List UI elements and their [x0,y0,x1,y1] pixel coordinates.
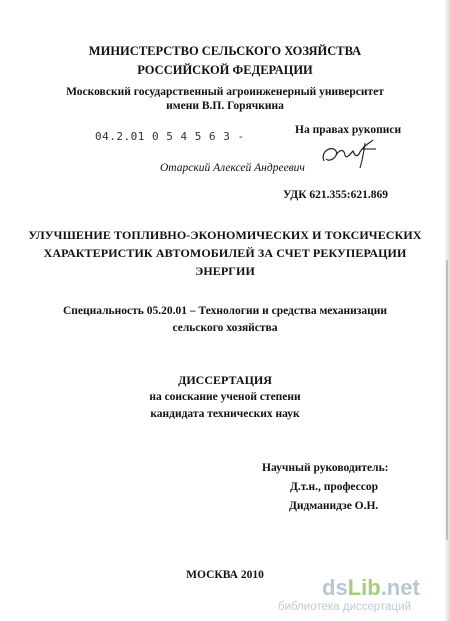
archive-stamp: 04.2.01 0 5 4 5 6 3 - [95,130,245,143]
scan-edge-shadow [444,0,450,621]
watermark-logo-ds: ds [322,575,348,600]
university-line-1: Московский государственный агроинженерный университет [66,86,384,98]
city-year: МОСКВА 2010 [186,569,264,581]
title-line-1: УЛУЧШЕНИЕ ТОПЛИВНО-ЭКОНОМИЧЕСКИХ И ТОКСИЧЕСКИХ [28,228,422,242]
specialty-line-2: сельского хозяйства [172,322,278,334]
author-signature [318,137,380,171]
watermark-logo-net: .net [380,575,420,600]
dslib-watermark-subtitle: библиотека диссертаций [278,601,411,613]
ministry-line-1: МИНИСТЕРСТВО СЕЛЬСКОГО ХОЗЯЙСТВА [88,44,362,58]
title-line-2: ХАРАКТЕРИСТИК АВТОМОБИЛЕЙ ЗА СЧЕТ РЕКУПЕРАЦИИ [43,246,407,260]
degree-line-2: кандидата технических наук [150,408,300,420]
ministry-line-2: РОССИЙСКОЙ ФЕДЕРАЦИИ [137,63,313,77]
supervisor-name: Дидманидзе О.Н. [289,500,379,512]
watermark-logo-lib: Lib [347,575,381,600]
specialty-line-1: Специальность 05.20.01 – Технологии и средства механизации [62,305,388,317]
supervisor-label: Научный руководитель: [262,462,389,474]
author-name: Отарский Алексей Андреевич [160,162,305,174]
supervisor-degree: Д.т.н., профессор [290,481,379,493]
title-line-3: ЭНЕРГИИ [195,264,255,278]
dslib-watermark-logo [322,575,420,601]
dissertation-heading: ДИССЕРТАЦИЯ [178,373,272,387]
udk-code: УДК 621.355:621.869 [283,189,388,201]
university-line-2: имени В.П. Горячкина [166,100,284,112]
manuscript-rights: На правах рукописи [295,124,402,136]
degree-line-1: на соискание ученой степени [149,391,301,403]
